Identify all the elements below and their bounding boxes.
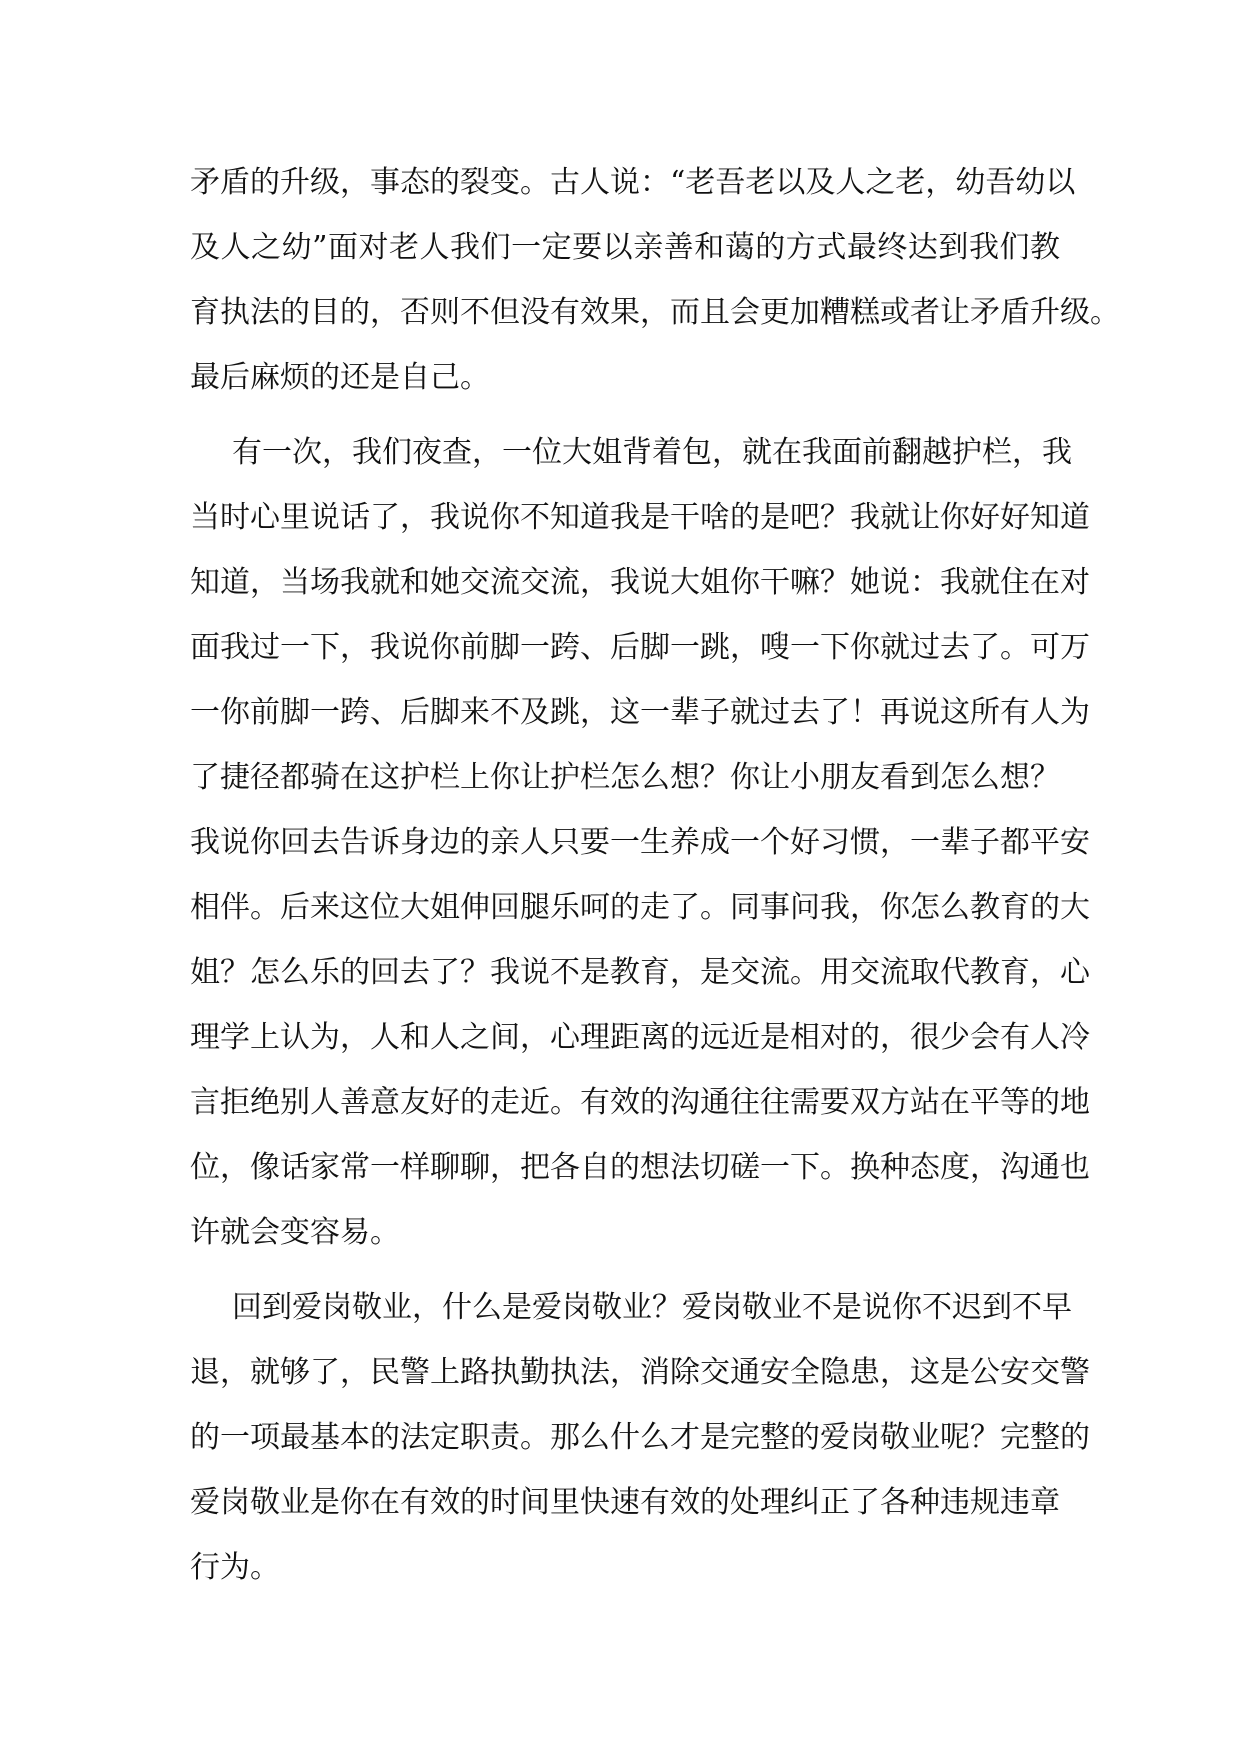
- text-line: 及人之幼”面对老人我们一定要以亲善和蔼的方式最终达到我们教: [190, 230, 1060, 265]
- text-line: 育执法的目的，否则不但没有效果，而且会更加糟糕或者让矛盾升级。: [190, 295, 1120, 330]
- text-line: 行为。: [190, 1550, 280, 1585]
- text-line: 了捷径都骑在这护栏上你让护栏怎么想？你让小朋友看到怎么想？: [190, 760, 1060, 795]
- paragraph-gap: [190, 1265, 1060, 1275]
- text-line: 知道，当场我就和她交流交流，我说大姐你干嘛？她说：我就住在对: [190, 565, 1090, 600]
- text-line: 姐？怎么乐的回去了？我说不是教育，是交流。用交流取代教育，心: [190, 955, 1090, 990]
- text-line: 的一项最基本的法定职责。那么什么才是完整的爱岗敬业呢？完整的: [190, 1420, 1090, 1455]
- text-line: 言拒绝别人善意友好的走近。有效的沟通往往需要双方站在平等的地: [190, 1085, 1090, 1120]
- paragraph: [190, 420, 1090, 1265]
- text-line: 我说你回去告诉身边的亲人只要一生养成一个好习惯，一辈子都平安: [190, 825, 1090, 860]
- text-line: 爱岗敬业是你在有效的时间里快速有效的处理纠正了各种违规违章: [190, 1485, 1060, 1520]
- paragraph: [190, 150, 1120, 410]
- text-line: 许就会变容易。: [190, 1215, 400, 1250]
- text-line: 最后麻烦的还是自己。: [190, 360, 490, 395]
- text-line: 相伴。后来这位大姐伸回腿乐呵的走了。同事问我，你怎么教育的大: [190, 890, 1090, 925]
- text-line: 面我过一下，我说你前脚一跨、后脚一跳，嗖一下你就过去了。可万: [190, 630, 1090, 665]
- paragraph: [190, 1275, 1090, 1600]
- text-line: 退，就够了，民警上路执勤执法，消除交通安全隐患，这是公安交警: [190, 1355, 1090, 1390]
- text-line: 位，像话家常一样聊聊，把各自的想法切磋一下。换种态度，沟通也: [190, 1150, 1090, 1185]
- text-line: 回到爱岗敬业，什么是爱岗敬业？爱岗敬业不是说你不迟到不早: [232, 1290, 1072, 1325]
- text-line: 有一次，我们夜查，一位大姐背着包，就在我面前翻越护栏，我: [232, 435, 1072, 470]
- text-line: 矛盾的升级，事态的裂变。古人说：“老吾老以及人之老，幼吾幼以: [190, 165, 1076, 200]
- text-line: 一你前脚一跨、后脚来不及跳，这一辈子就过去了！再说这所有人为: [190, 695, 1090, 730]
- document-body: [190, 150, 1120, 1600]
- text-line: 当时心里说话了，我说你不知道我是干啥的是吧？我就让你好好知道: [190, 500, 1090, 535]
- paragraph-gap: [190, 410, 1060, 420]
- text-line: 理学上认为，人和人之间，心理距离的远近是相对的，很少会有人冷: [190, 1020, 1090, 1055]
